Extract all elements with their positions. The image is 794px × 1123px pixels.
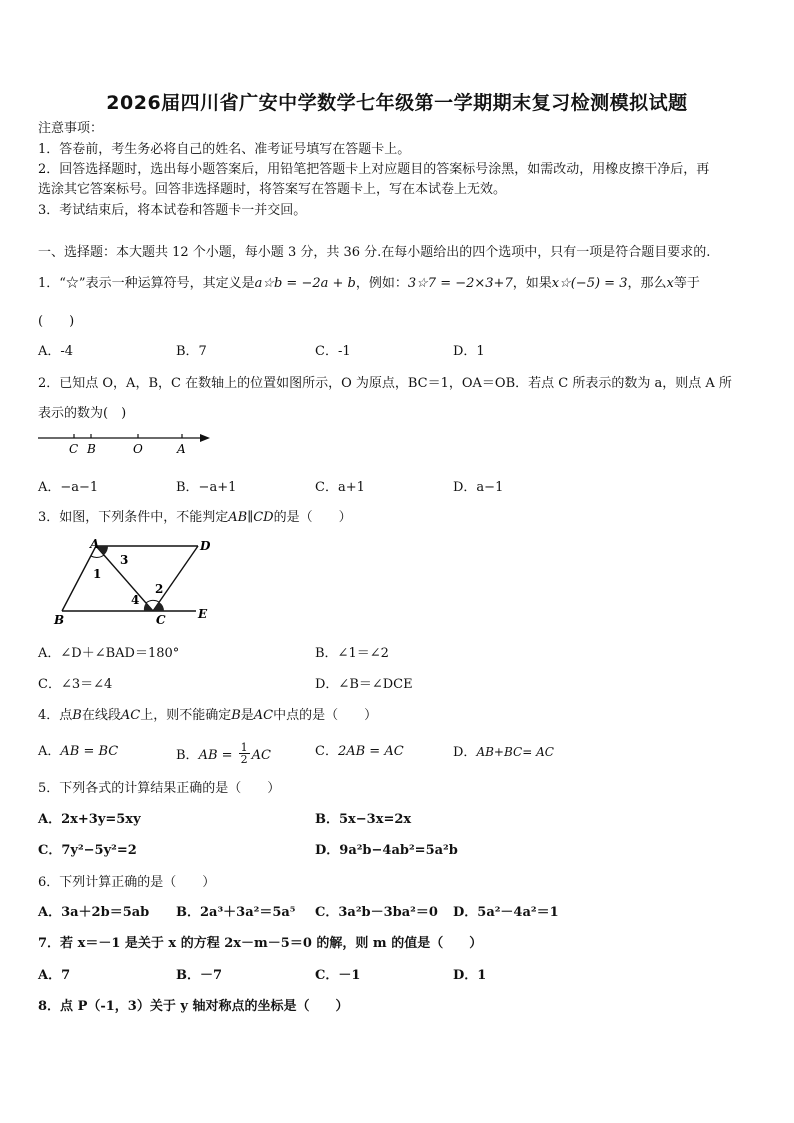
number-line-figure <box>36 428 216 458</box>
q7-option-a: A．7 <box>38 968 71 983</box>
q1-definition: a☆b = −2a + b <box>254 276 356 291</box>
segment-ab <box>62 546 96 611</box>
q7-option-b: B．－7 <box>176 968 223 983</box>
svg-text:3: 3 <box>120 553 129 567</box>
parallelogram-figure <box>46 536 226 628</box>
svg-text:E: E <box>198 607 208 621</box>
page-title: 2026届四川省广安中学数学七年级第一学期期末复习检测模拟试题 <box>106 92 688 114</box>
notice-item: 2．回答选择题时，选出每小题答案后，用铅笔把答题卡上对应题目的答案标号涂黑，如需改动，用橡皮擦干净后，再 <box>38 162 710 177</box>
q2-option-b: B．−a+1 <box>176 480 237 495</box>
angle-mark-2-arc <box>146 600 159 603</box>
q1-option-b: B．7 <box>176 344 207 359</box>
svg-text:D: D <box>200 539 211 553</box>
label-a: A <box>177 442 186 456</box>
q1-option-c: C．-1 <box>315 344 351 359</box>
q7-option-c: C．－1 <box>315 968 361 983</box>
question-7: 7．若 x＝－1 是关于 x 的方程 2x－m－5＝0 的解，则 m 的值是（ ） <box>38 936 483 951</box>
q5-option-c: C．7y²−5y²=2 <box>38 843 137 858</box>
q1-condition: x☆(−5) = 3 <box>551 276 628 291</box>
notice-item: 选涂其它答案标号。回答非选择题时，将答案写在答题卡上，写在本试卷上无效。 <box>38 182 507 197</box>
q3-option-b: B．∠1＝∠2 <box>315 646 389 661</box>
q1-answer-paren: ( ) <box>38 314 75 329</box>
q1-option-a: A．-4 <box>38 344 74 359</box>
q3-option-d: D．∠B＝∠DCE <box>315 677 413 692</box>
q7-option-d: D．1 <box>453 968 487 983</box>
q1-example: 3☆7 = −2×3+7 <box>407 276 513 291</box>
label-b: B <box>87 442 96 456</box>
arrow-icon <box>200 434 210 442</box>
question-8: 8．点 P（-1，3）关于 y 轴对称点的坐标是（ ） <box>38 999 349 1014</box>
q4-option-a: A．AB = BC <box>38 744 119 759</box>
q2-option-a: A．−a−1 <box>38 480 99 495</box>
label-o: O <box>133 442 143 456</box>
section-heading: 一、选择题：本大题共 12 个小题，每小题 3 分，共 36 分.在每小题给出的四个选项中，只有一项是符合题目要求的. <box>38 245 711 260</box>
notice-item: 3．考试结束后，将本试卷和答题卡一并交回。 <box>38 203 307 218</box>
angle-mark-4 <box>144 603 153 611</box>
segment-dc <box>153 546 198 611</box>
q5-option-a: A．2x+3y=5xy <box>38 812 141 827</box>
question-3: 3．如图，下列条件中，不能判定AB∥CD的是（ ） <box>38 510 352 525</box>
question-2: 2．已知点 O，A，B，C 在数轴上的位置如图所示，O 为原点，BC＝1，OA＝OB．若点 C 所表示的数为 a，则点 A 所 <box>38 376 732 391</box>
q1-option-d: D．1 <box>453 344 485 359</box>
svg-text:4: 4 <box>131 593 140 607</box>
notice-item: 1．答卷前，考生务必将自己的姓名、准考证号填写在答题卡上。 <box>38 142 411 157</box>
question-4: 4．点B在线段AC上，则不能确定B是AC中点的是（ ） <box>38 708 378 723</box>
q6-option-c: C．3a²b－3ba²＝0 <box>315 905 438 920</box>
svg-text:1: 1 <box>93 567 102 581</box>
q2-option-d: D．a−1 <box>453 480 504 495</box>
question-5: 5．下列各式的计算结果正确的是（ ） <box>38 781 281 796</box>
question-6: 6．下列计算正确的是（ ） <box>38 875 216 890</box>
q4-option-b: B．AB = $\frac{1}{2}$ AC <box>176 741 272 766</box>
q4-option-c: C．2AB = AC <box>315 744 404 759</box>
q6-option-d: D．5a²－4a²＝1 <box>453 905 559 920</box>
q6-option-b: B．2a³＋3a²＝5a⁵ <box>176 905 296 920</box>
svg-text:B: B <box>54 613 65 627</box>
q4-option-d: D．AB+BC= AC <box>453 745 554 760</box>
question-1: 1．“☆”表示一种运算符号，其定义是a☆b = −2a + b，例如：3☆7 = −2×3+7，如果x☆(−5) = 3，那么x等于 <box>38 276 700 291</box>
question-2-line2: 表示的数为( ) <box>38 406 127 421</box>
svg-text:C: C <box>156 613 166 627</box>
svg-text:2: 2 <box>155 582 164 596</box>
q3-option-a: A．∠D＋∠BAD＝180° <box>38 646 180 661</box>
q5-option-d: D．9a²b−4ab²=5a²b <box>315 843 458 858</box>
label-c: C <box>69 442 79 456</box>
q6-option-a: A．3a＋2b＝5ab <box>38 905 150 920</box>
q5-option-b: B．5x−3x=2x <box>315 812 412 827</box>
angle-mark-1 <box>91 555 104 557</box>
angle-mark-2 <box>153 602 164 611</box>
q3-option-c: C．∠3＝∠4 <box>38 677 113 692</box>
svg-text:A: A <box>90 537 100 551</box>
q2-option-c: C．a+1 <box>315 480 365 495</box>
notice-heading: 注意事项： <box>38 121 104 136</box>
